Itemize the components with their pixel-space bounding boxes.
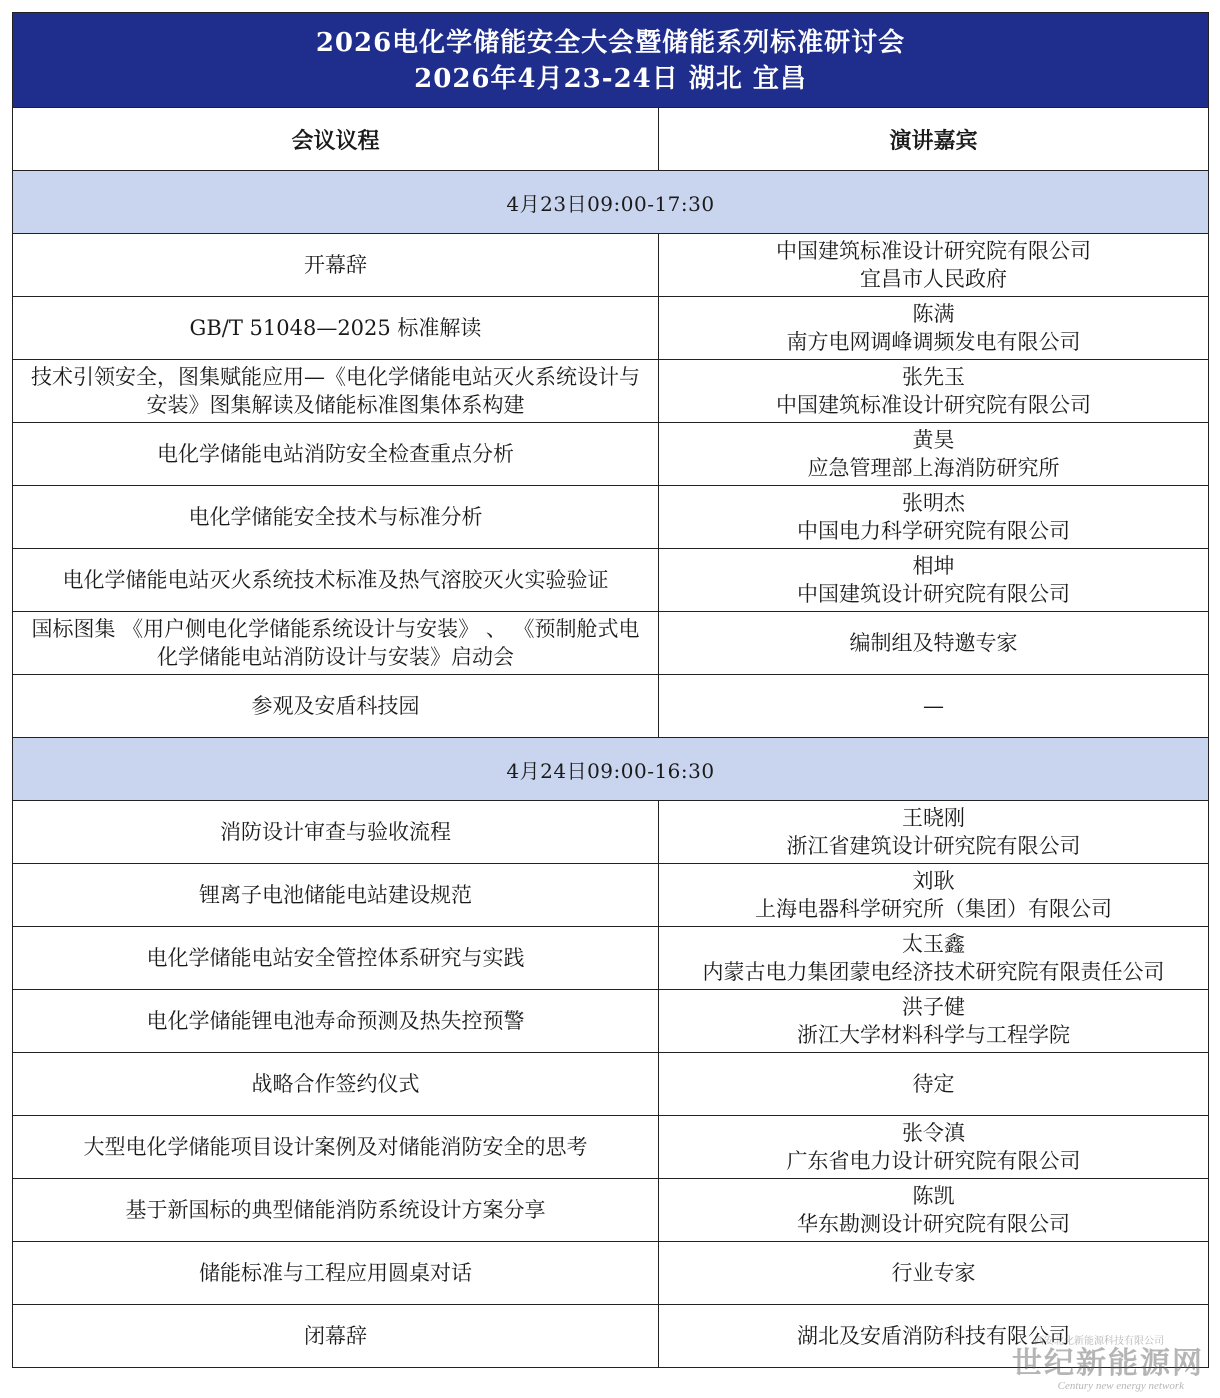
speaker-cell — [659, 234, 1209, 297]
table-row — [13, 864, 1209, 927]
speaker-name: 王晓刚 — [902, 806, 965, 830]
agenda-item: 技术引领安全，图集赋能应用—《电化学储能电站灭火系统设计与安装》图集解读及储能标准图集体系构建 — [13, 360, 659, 423]
table-row — [13, 549, 1209, 612]
speaker-cell — [659, 423, 1209, 486]
agenda-item: 储能标准与工程应用圆桌对话 — [13, 1242, 659, 1305]
watermark-sub-text: Century new energy network — [1057, 1380, 1184, 1392]
speaker-name: 张令滇 — [902, 1121, 965, 1145]
conference-title-line1: 2026电化学储能安全大会暨储能系列标准研讨会 — [315, 28, 906, 58]
speaker-organization: 浙江大学材料科学与工程学院 — [797, 1023, 1070, 1047]
speaker-cell — [659, 801, 1209, 864]
table-row — [13, 423, 1209, 486]
day2-date-header: 4月24日09:00-16:30 — [13, 738, 1209, 801]
watermark-main-text: 世纪新能源网 — [1012, 1346, 1204, 1381]
speaker-cell — [659, 1179, 1209, 1242]
speaker-cell — [659, 864, 1209, 927]
table-row — [13, 297, 1209, 360]
table-row — [13, 927, 1209, 990]
speaker-cell — [659, 549, 1209, 612]
agenda-item: 电化学储能电站消防安全检查重点分析 — [13, 423, 659, 486]
table-row — [13, 1116, 1209, 1179]
speaker-organization: — — [923, 694, 944, 718]
speaker-cell — [659, 927, 1209, 990]
table-row — [13, 1242, 1209, 1305]
speaker-cell — [659, 990, 1209, 1053]
speaker-organization: 南方电网调峰调频发电有限公司 — [786, 330, 1081, 354]
table-row — [13, 675, 1209, 738]
agenda-column-header: 会议议程 — [13, 108, 659, 171]
speaker-organization: 中国建筑标准设计研究院有限公司 — [776, 393, 1091, 417]
agenda-item: 战略合作签约仪式 — [13, 1053, 659, 1116]
speaker-name: 张先玉 — [902, 365, 965, 389]
speaker-name: 太玉鑫 — [902, 932, 965, 956]
day1-date-header: 4月23日09:00-17:30 — [13, 171, 1209, 234]
agenda-table — [12, 12, 1209, 1368]
speaker-cell — [659, 486, 1209, 549]
table-row — [13, 990, 1209, 1053]
agenda-item: 基于新国标的典型储能消防系统设计方案分享 — [13, 1179, 659, 1242]
speaker-cell — [659, 1116, 1209, 1179]
speaker-cell — [659, 675, 1209, 738]
speaker-name: 中国建筑标准设计研究院有限公司 — [776, 239, 1091, 263]
speaker-organization: 广东省电力设计研究院有限公司 — [786, 1149, 1081, 1173]
speaker-cell — [659, 1242, 1209, 1305]
speaker-name: 相坤 — [912, 554, 955, 578]
speaker-organization: 上海电器科学研究所（集团）有限公司 — [755, 897, 1112, 921]
table-row — [13, 486, 1209, 549]
agenda-item: GB/T 51048—2025 标准解读 — [13, 297, 659, 360]
speaker-organization: 中国建筑设计研究院有限公司 — [797, 582, 1070, 606]
speaker-organization: 湖北及安盾消防科技有限公司 — [797, 1324, 1070, 1348]
speaker-cell — [659, 1305, 1209, 1368]
speaker-cell — [659, 360, 1209, 423]
agenda-item: 大型电化学储能项目设计案例及对储能消防安全的思考 — [13, 1116, 659, 1179]
speaker-organization: 内蒙古电力集团蒙电经济技术研究院有限责任公司 — [702, 960, 1165, 984]
agenda-item: 参观及安盾科技园 — [13, 675, 659, 738]
agenda-item: 电化学储能电站灭火系统技术标准及热气溶胶灭火实验验证 — [13, 549, 659, 612]
speaker-name: 刘耿 — [912, 869, 955, 893]
speaker-cell — [659, 297, 1209, 360]
speaker-organization: 华东勘测设计研究院有限公司 — [797, 1212, 1070, 1236]
speaker-organization: 应急管理部上海消防研究所 — [807, 456, 1060, 480]
speaker-cell — [659, 612, 1209, 675]
agenda-item: 锂离子电池储能电站建设规范 — [13, 864, 659, 927]
table-row — [13, 1053, 1209, 1116]
speaker-organization: 中国电力科学研究院有限公司 — [797, 519, 1070, 543]
conference-title — [13, 13, 1209, 108]
speaker-organization: 待定 — [912, 1072, 955, 1096]
table-row — [13, 234, 1209, 297]
speaker-name: 洪子健 — [902, 995, 965, 1019]
watermark-top-text: 西安北化新能源科技有限公司 — [1034, 1336, 1164, 1347]
agenda-item: 国标图集 《用户侧电化学储能系统设计与安装》 、 《预制舱式电化学储能电站消防设计与安装》启动会 — [13, 612, 659, 675]
speaker-name: 陈凯 — [912, 1184, 955, 1208]
agenda-item: 开幕辞 — [13, 234, 659, 297]
agenda-item: 电化学储能安全技术与标准分析 — [13, 486, 659, 549]
speaker-name: 黄昊 — [912, 428, 955, 452]
agenda-item: 闭幕辞 — [13, 1305, 659, 1368]
table-row — [13, 1305, 1209, 1368]
speaker-organization: 浙江省建筑设计研究院有限公司 — [786, 834, 1081, 858]
speaker-name: 陈满 — [912, 302, 955, 326]
agenda-item: 电化学储能电站安全管控体系研究与实践 — [13, 927, 659, 990]
table-row — [13, 1179, 1209, 1242]
conference-title-line2: 2026年4月23-24日 湖北 宜昌 — [414, 64, 807, 94]
table-row — [13, 612, 1209, 675]
speaker-organization: 宜昌市人民政府 — [860, 267, 1007, 291]
speaker-name: 张明杰 — [902, 491, 965, 515]
agenda-item: 消防设计审查与验收流程 — [13, 801, 659, 864]
agenda-item: 电化学储能锂电池寿命预测及热失控预警 — [13, 990, 659, 1053]
speaker-organization: 行业专家 — [891, 1261, 976, 1285]
table-row — [13, 801, 1209, 864]
speaker-cell — [659, 1053, 1209, 1116]
speaker-column-header: 演讲嘉宾 — [659, 108, 1209, 171]
speaker-organization: 编制组及特邀专家 — [849, 631, 1018, 655]
table-row — [13, 360, 1209, 423]
